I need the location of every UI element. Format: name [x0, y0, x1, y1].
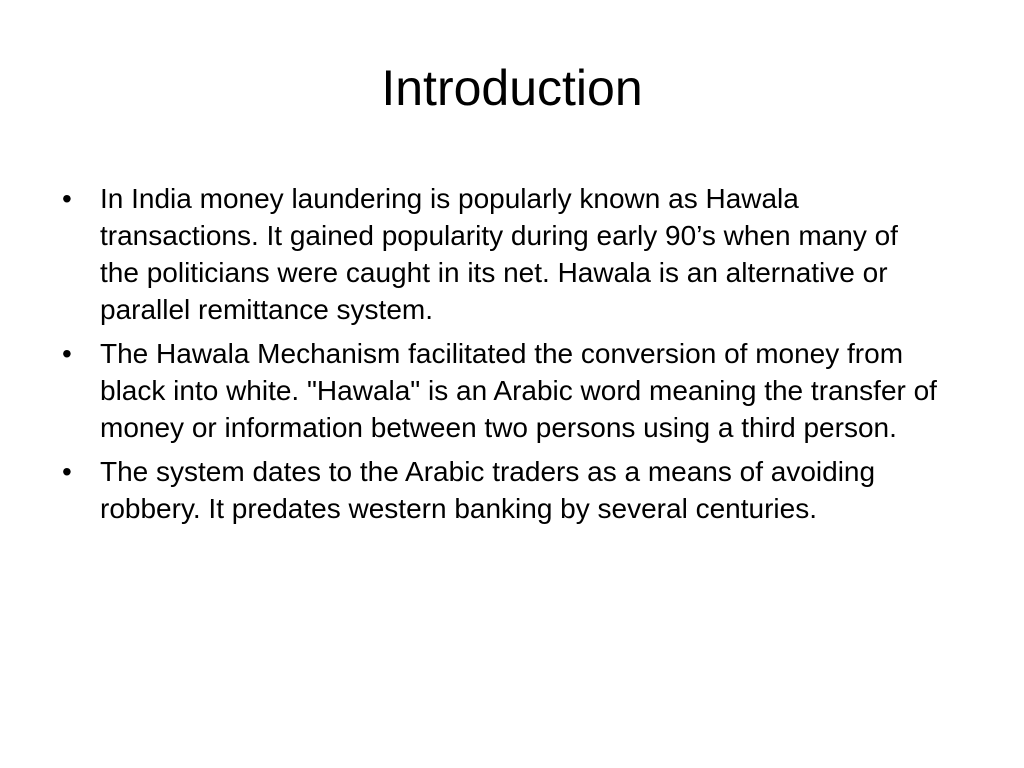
bullet-text: The Hawala Mechanism facilitated the conversion of money from black into white. "Hawala" is an Arabic word meaning the transfer of money or information between two persons using a third person. — [100, 338, 937, 443]
bullet-item — [60, 335, 940, 446]
bullet-item — [60, 180, 940, 328]
bullet-icon: • — [62, 338, 72, 369]
bullet-text: In India money laundering is popularly known as Hawala transactions. It gained popularity during early 90’s when many of the politicians were caught in its net. Hawala is an alternative or parallel remittance system. — [100, 183, 898, 325]
bullet-list — [60, 180, 940, 534]
bullet-item — [60, 453, 940, 527]
bullet-icon: • — [62, 183, 72, 214]
bullet-icon: • — [62, 456, 72, 487]
bullet-text: The system dates to the Arabic traders as a means of avoiding robbery. It predates western banking by several centuries. — [100, 456, 876, 524]
slide-title: Introduction — [381, 60, 643, 116]
